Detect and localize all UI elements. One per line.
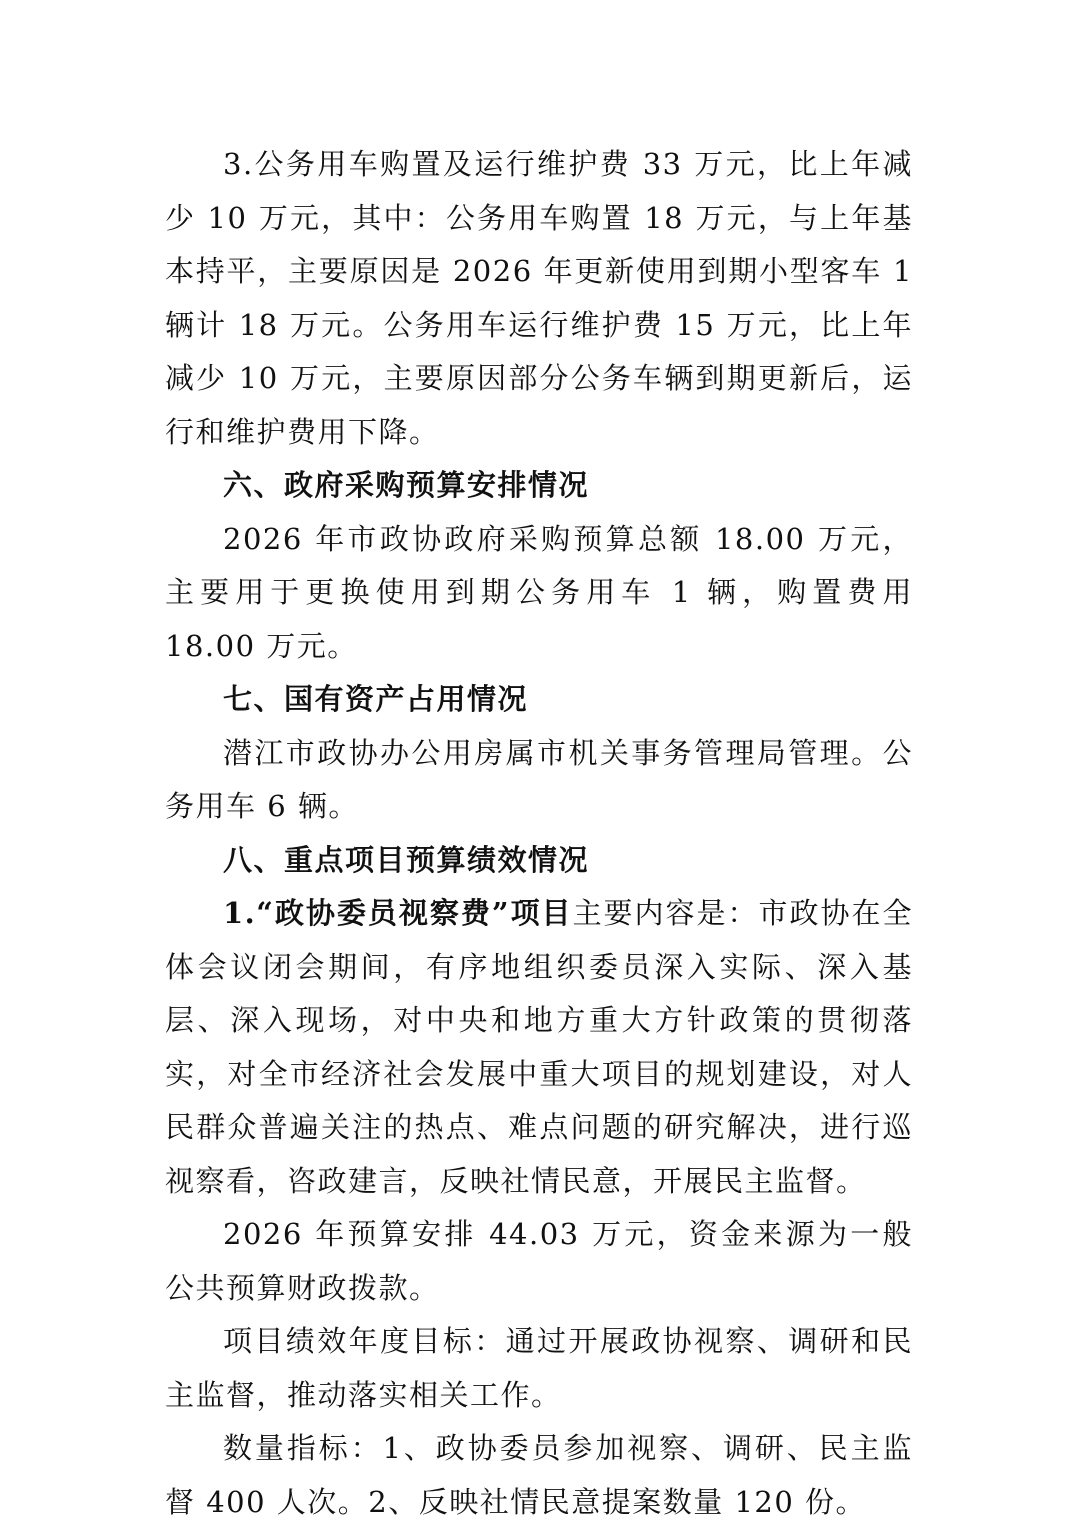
paragraph-inspection-project — [165, 887, 913, 1208]
paragraph-vehicle-costs: 3.公务用车购置及运行维护费 33 万元，比上年减少 10 万元，其中：公务用车购置 18 万元，与上年基本持平，主要原因是 2026 年更新使用到期小型客车 1 辆计 18 万元。公务用车运行维护费 15 万元，比上年减少 10 万元，主要原因部分公务车辆到期更新后，运行和维护费用下降。 — [165, 147, 913, 449]
paragraph-quantity-indicators: 数量指标：1、政协委员参加视察、调研、民主监督 400 人次。2、反映社情民意提案数量 120 份。 — [165, 1431, 913, 1519]
heading-state-assets: 七、国有资产占用情况 — [223, 682, 529, 716]
heading-key-project-performance: 八、重点项目预算绩效情况 — [223, 842, 590, 877]
project-description: 主要内容是：市政协在全体会议闭会期间，有序地组织委员深入实际、深入基层、深入现场，对中央和地方重大方针政策的贯彻落实，对全市经济社会发展中重大项目的规划建设，对人民群众普遍关注的热点、难点问题的研究解决，进行巡视察看，咨政建言，反映社情民意，开展民主监督。 — [165, 896, 913, 1198]
paragraph-assets-occupation: 潜江市政协办公用房属市机关事务管理局管理。公务用车 6 辆。 — [165, 735, 913, 823]
paragraph-performance-goal: 项目绩效年度目标：通过开展政协视察、调研和民主监督，推动落实相关工作。 — [165, 1324, 913, 1412]
project-title: 1.“政协委员视察费”项目 — [223, 896, 573, 930]
paragraph-procurement-budget: 2026 年市政协政府采购预算总额 18.00 万元，主要用于更换使用到期公务用车 1 辆，购置费用 18.00 万元。 — [165, 521, 913, 663]
document-body — [165, 138, 913, 1529]
heading-government-procurement: 六、政府采购预算安排情况 — [223, 468, 590, 502]
paragraph-budget-arrangement: 2026 年预算安排 44.03 万元，资金来源为一般公共预算财政拨款。 — [165, 1217, 913, 1305]
